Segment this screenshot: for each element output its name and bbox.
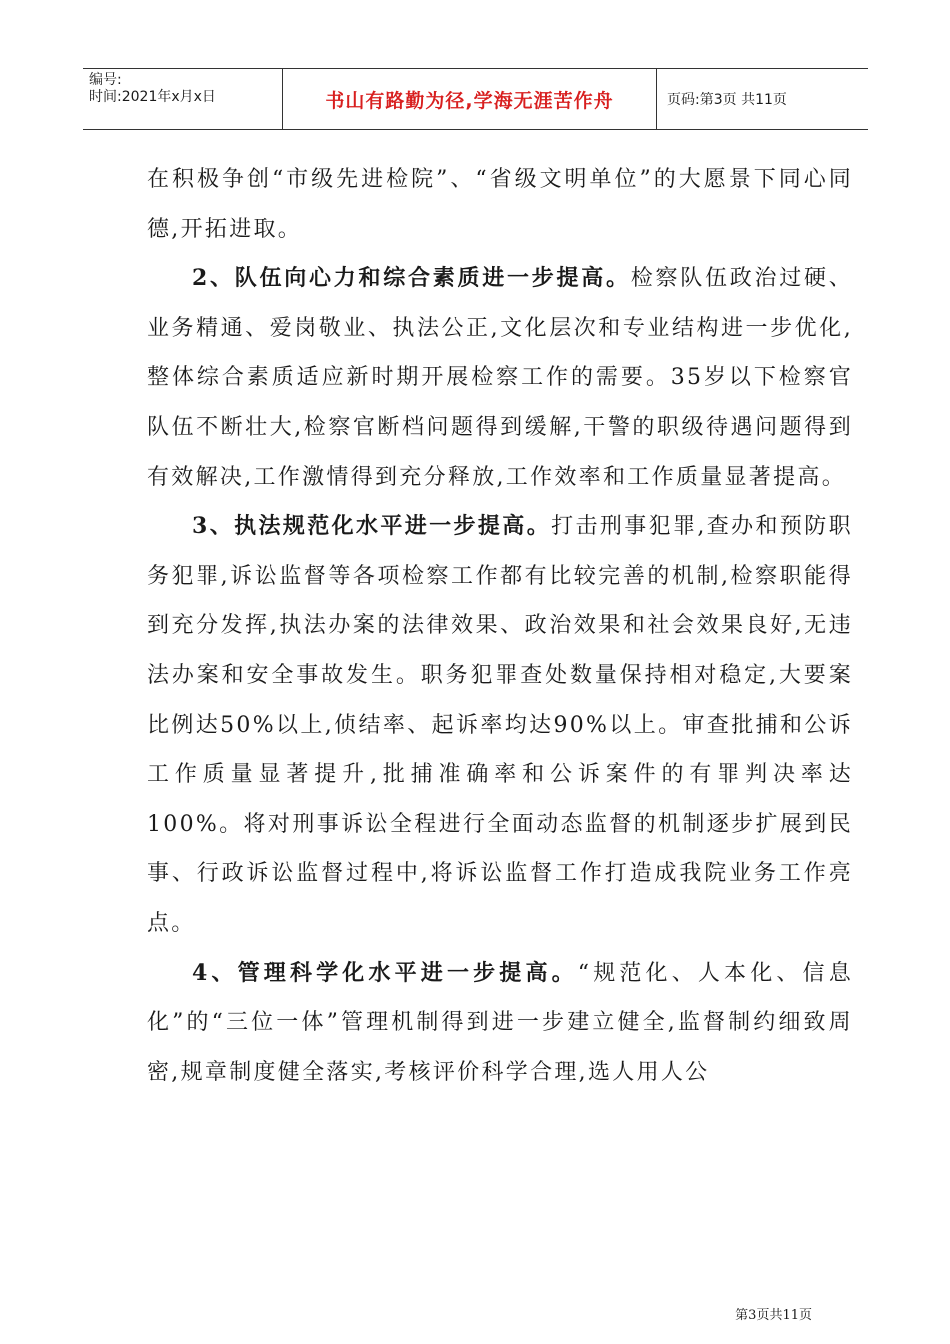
paragraph-3-heading: 3、执法规范化水平进一步提高。 — [192, 513, 552, 540]
paragraph-2-heading: 2、队伍向心力和综合素质进一步提高。 — [192, 265, 631, 292]
paragraph-4 — [147, 949, 853, 1098]
document-body — [147, 155, 853, 1097]
page-header — [83, 68, 868, 130]
paragraph-3-text: 打击刑事犯罪,查办和预防职务犯罪,诉讼监督等各项检察工作都有比较完善的机制,检察职能得到充分发挥,执法办案的法律效果、政治效果和社会效果良好,无违法办案和安全事故发生。职务犯罪查处数量保持相对稳定,大要案比例达50%以上,侦结率、起诉率均达90%以上。审查批捕和公诉工作质量显著提升,批捕准确率和公诉案件的有罪判决率达100%。将对刑事诉讼全程进行全面动态监督的机制逐步扩展到民事、行政诉讼监督过程中,将诉讼监督工作打造成我院业务工作亮点。 — [147, 514, 853, 936]
header-page-info: 页码:第3页 共11页 — [667, 92, 787, 108]
paragraph-4-heading: 4、管理科学化水平进一步提高。 — [192, 959, 578, 986]
paragraph-1-text: 在积极争创“市级先进检院”、“省级文明单位”的大愿景下同心同德,开拓进取。 — [147, 167, 853, 242]
paragraph-4-text: “规范化、人本化、信息化”的“三位一体”管理机制得到进一步建立健全,监督制约细致周密,规章制度健全落实,考核评价科学合理,选人用人公 — [147, 960, 853, 1085]
document-number-label: 编号: — [89, 72, 122, 88]
paragraph-2-text: 检察队伍政治过硬、业务精通、爱岗敬业、执法公正,文化层次和专业结构进一步优化,整体综合素质适应新时期开展检察工作的需要。35岁以下检察官队伍不断壮大,检察官断档问题得到缓解,干警的职级待遇问题得到有效解决,工作激情得到充分释放,工作效率和工作质量显著提高。 — [147, 266, 853, 490]
paragraph-1 — [147, 155, 853, 254]
paragraph-2 — [147, 254, 853, 502]
paragraph-3 — [147, 502, 853, 948]
header-meta-cell — [83, 69, 283, 129]
page-footer: 第3页共11页 — [735, 1308, 812, 1323]
header-motto: 书山有路勤为径,学海无涯苦作舟 — [325, 89, 614, 112]
header-motto-cell — [283, 69, 657, 129]
header-page-cell — [657, 69, 868, 129]
document-time-label: 时间:2021年x月x日 — [89, 89, 216, 105]
